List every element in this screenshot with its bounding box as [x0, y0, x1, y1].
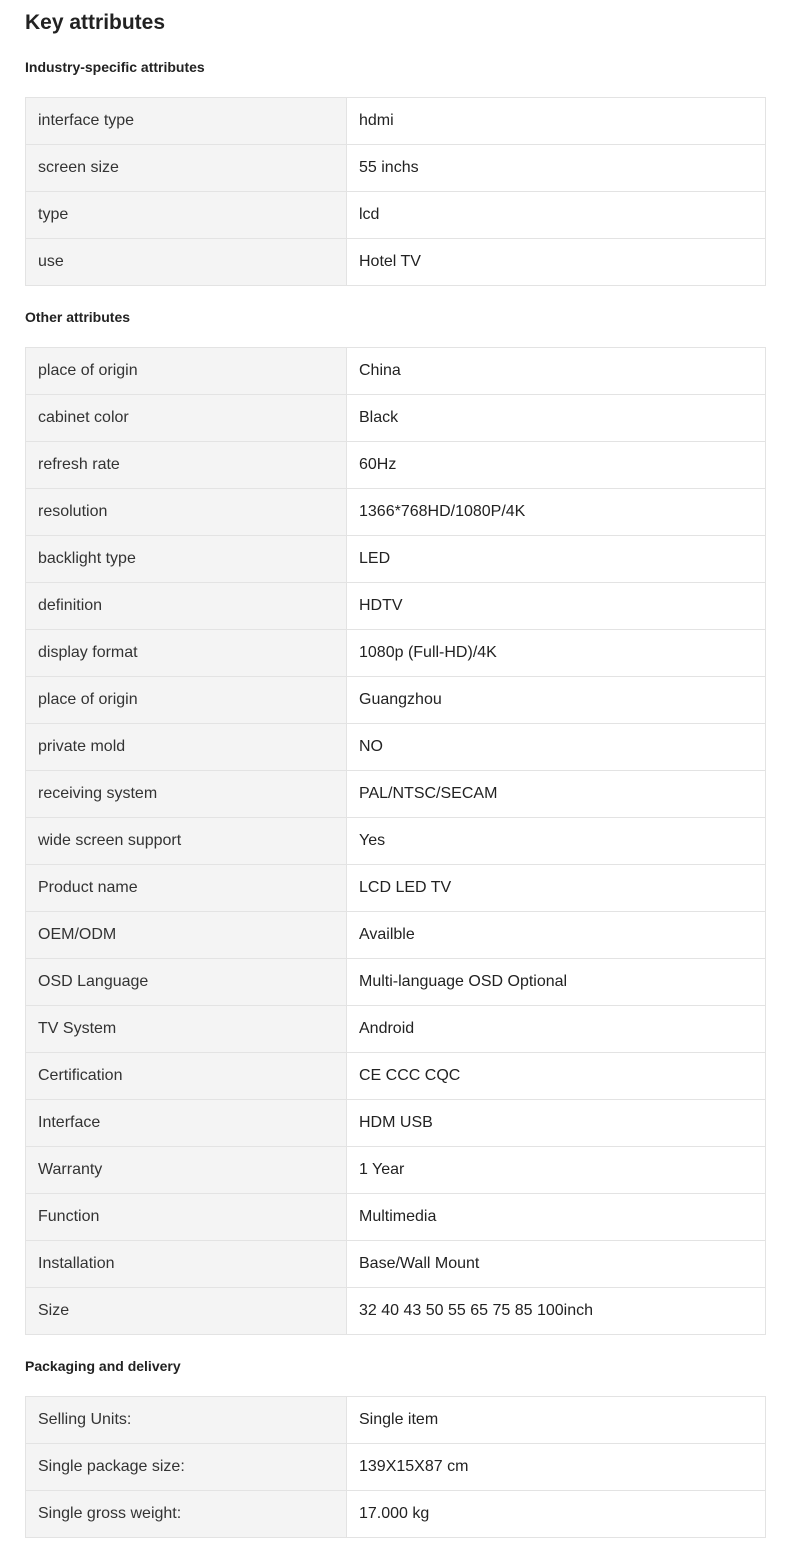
attribute-name: receiving system	[26, 771, 347, 818]
attribute-value: Hotel TV	[347, 239, 766, 286]
attribute-row	[26, 583, 766, 630]
attribute-name: refresh rate	[26, 442, 347, 489]
attribute-row	[26, 1147, 766, 1194]
attribute-row	[26, 912, 766, 959]
attribute-name: Selling Units:	[26, 1397, 347, 1444]
attribute-value: China	[347, 348, 766, 395]
attribute-name: backlight type	[26, 536, 347, 583]
attribute-row	[26, 865, 766, 912]
attribute-value: HDM USB	[347, 1100, 766, 1147]
attribute-row	[26, 239, 766, 286]
attribute-value: 55 inchs	[347, 145, 766, 192]
attribute-name: OSD Language	[26, 959, 347, 1006]
attribute-row	[26, 395, 766, 442]
attribute-row	[26, 724, 766, 771]
other-attributes-table	[25, 347, 766, 1335]
attribute-value: CE CCC CQC	[347, 1053, 766, 1100]
attribute-value: LCD LED TV	[347, 865, 766, 912]
attribute-value: 1 Year	[347, 1147, 766, 1194]
attribute-value: Yes	[347, 818, 766, 865]
attribute-value: Multi-language OSD Optional	[347, 959, 766, 1006]
attribute-row	[26, 98, 766, 145]
attribute-value: 1080p (Full-HD)/4K	[347, 630, 766, 677]
attribute-value: Base/Wall Mount	[347, 1241, 766, 1288]
section-heading-packaging-delivery: Packaging and delivery	[25, 1358, 181, 1374]
attribute-name: display format	[26, 630, 347, 677]
attribute-name: OEM/ODM	[26, 912, 347, 959]
attribute-row	[26, 489, 766, 536]
section-heading-industry-specific: Industry-specific attributes	[25, 59, 205, 75]
attribute-name: use	[26, 239, 347, 286]
attribute-name: Installation	[26, 1241, 347, 1288]
attribute-row	[26, 818, 766, 865]
attribute-row	[26, 1006, 766, 1053]
attribute-name: Single gross weight:	[26, 1491, 347, 1538]
attribute-name: resolution	[26, 489, 347, 536]
attribute-row	[26, 959, 766, 1006]
attribute-row	[26, 145, 766, 192]
attribute-value: lcd	[347, 192, 766, 239]
attribute-value: Single item	[347, 1397, 766, 1444]
attribute-value: Android	[347, 1006, 766, 1053]
attribute-name: private mold	[26, 724, 347, 771]
attribute-value: 32 40 43 50 55 65 75 85 100inch	[347, 1288, 766, 1335]
attribute-name: Warranty	[26, 1147, 347, 1194]
attribute-row	[26, 1053, 766, 1100]
attribute-row	[26, 1444, 766, 1491]
attribute-row	[26, 1491, 766, 1538]
attribute-value: hdmi	[347, 98, 766, 145]
attribute-name: Single package size:	[26, 1444, 347, 1491]
attribute-value: Black	[347, 395, 766, 442]
industry-specific-attributes-table	[25, 97, 766, 286]
attribute-name: interface type	[26, 98, 347, 145]
attribute-name: type	[26, 192, 347, 239]
attribute-name: cabinet color	[26, 395, 347, 442]
attribute-row	[26, 1100, 766, 1147]
attribute-name: place of origin	[26, 348, 347, 395]
attribute-row	[26, 1194, 766, 1241]
attribute-row	[26, 536, 766, 583]
attribute-name: Certification	[26, 1053, 347, 1100]
attribute-row	[26, 442, 766, 489]
attribute-value: Multimedia	[347, 1194, 766, 1241]
section-heading-other-attributes: Other attributes	[25, 309, 131, 325]
attribute-value: HDTV	[347, 583, 766, 630]
attribute-name: Size	[26, 1288, 347, 1335]
page-title: Key attributes	[25, 11, 166, 34]
attribute-row	[26, 1397, 766, 1444]
attribute-row	[26, 771, 766, 818]
attribute-name: Interface	[26, 1100, 347, 1147]
attribute-value: Guangzhou	[347, 677, 766, 724]
attribute-value: PAL/NTSC/SECAM	[347, 771, 766, 818]
attribute-name: definition	[26, 583, 347, 630]
attribute-value: 60Hz	[347, 442, 766, 489]
attribute-value: NO	[347, 724, 766, 771]
attribute-name: Function	[26, 1194, 347, 1241]
attribute-name: place of origin	[26, 677, 347, 724]
attribute-row	[26, 677, 766, 724]
attribute-name: screen size	[26, 145, 347, 192]
attribute-row	[26, 192, 766, 239]
attribute-value: 17.000 kg	[347, 1491, 766, 1538]
attribute-name: Product name	[26, 865, 347, 912]
attribute-value: Availble	[347, 912, 766, 959]
attribute-value: 1366*768HD/1080P/4K	[347, 489, 766, 536]
attribute-row	[26, 348, 766, 395]
attribute-row	[26, 1288, 766, 1335]
packaging-delivery-table	[25, 1396, 766, 1538]
attribute-name: TV System	[26, 1006, 347, 1053]
attribute-row	[26, 630, 766, 677]
attribute-name: wide screen support	[26, 818, 347, 865]
attribute-value: 139X15X87 cm	[347, 1444, 766, 1491]
attribute-value: LED	[347, 536, 766, 583]
attribute-row	[26, 1241, 766, 1288]
